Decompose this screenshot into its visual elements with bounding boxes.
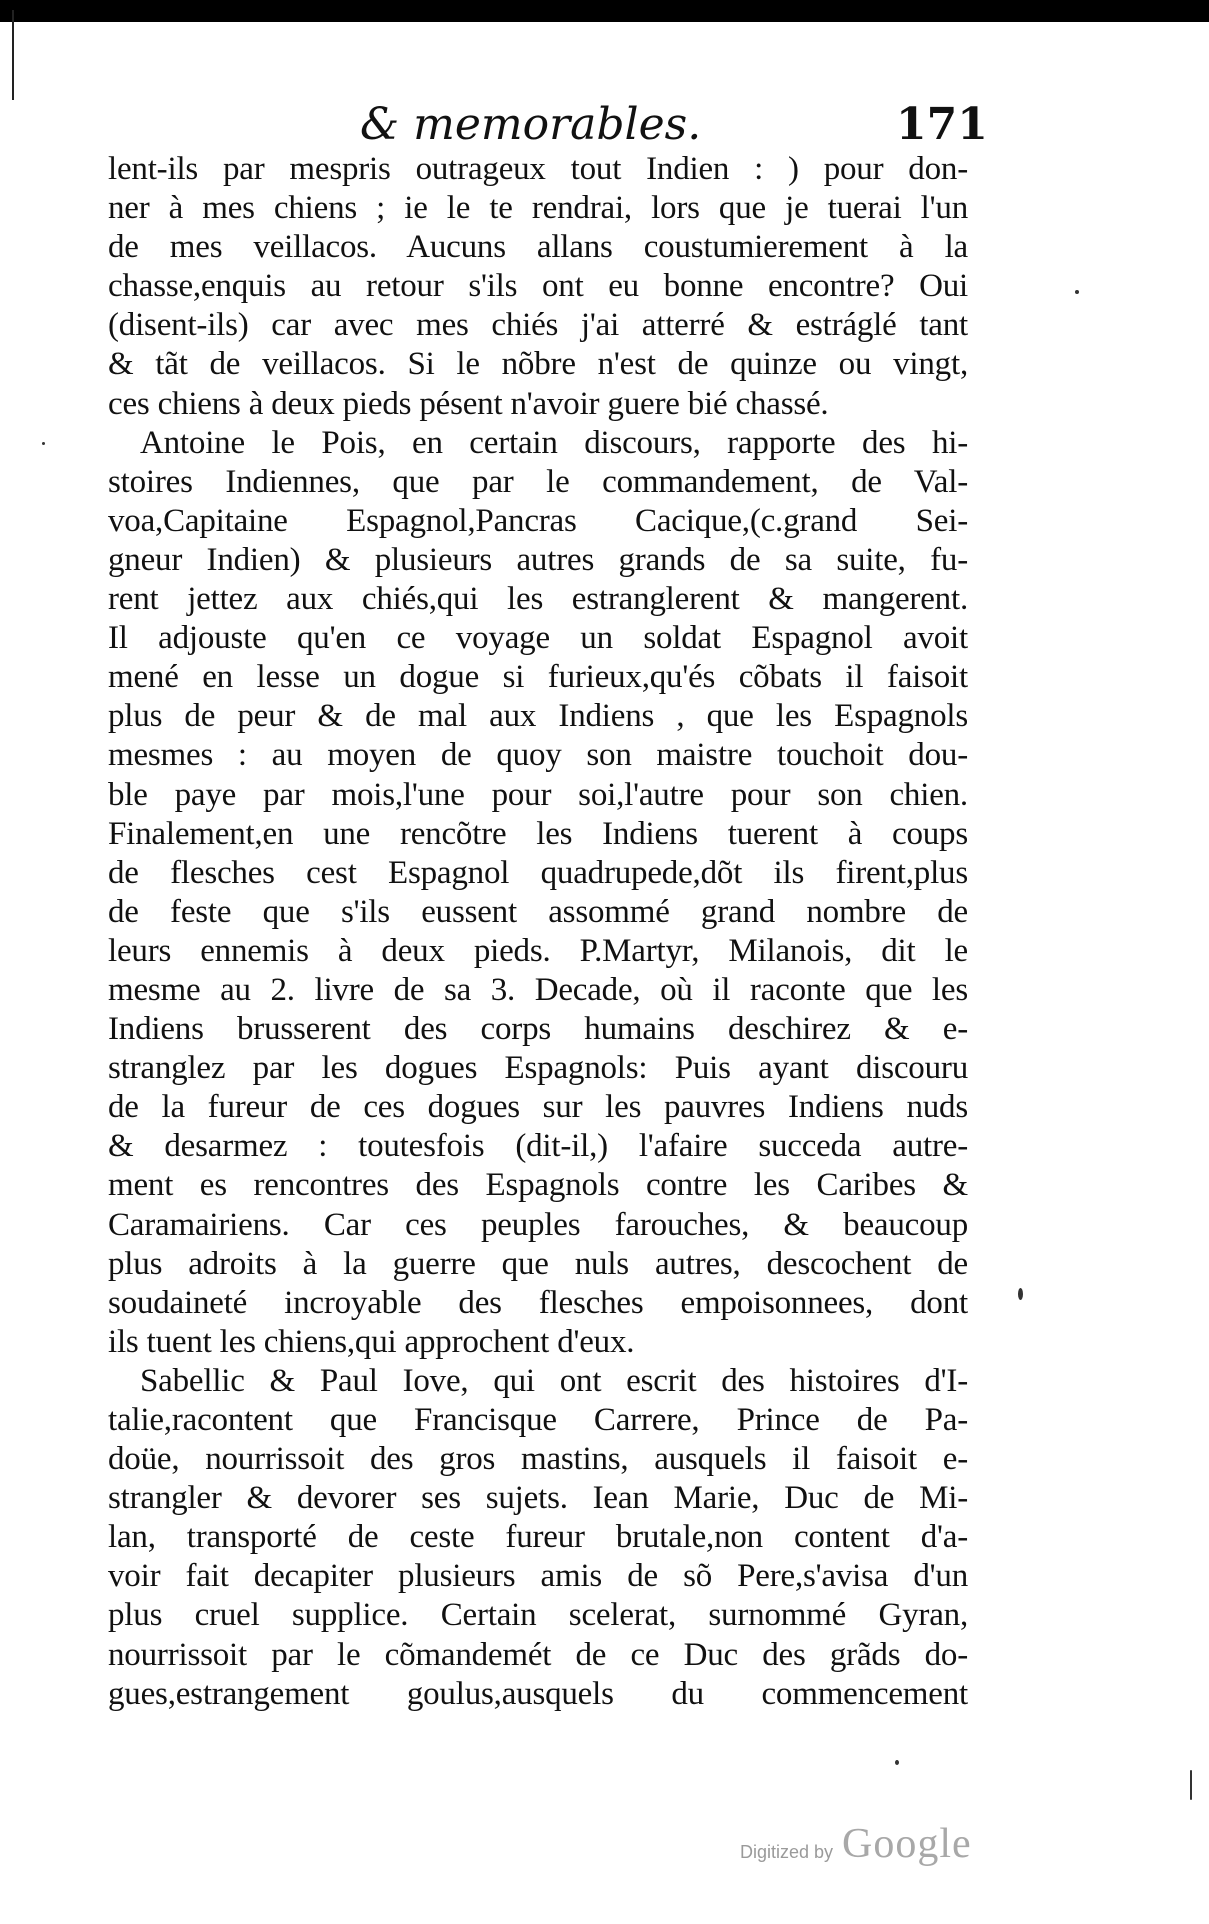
text-line: chasse,enquis au retour s'ils ont eu bonne encontre? Oui: [108, 268, 968, 305]
text-line: Finalement,en une rencõtre les Indiens tuerent à coups: [108, 815, 968, 852]
text-line: ces chiens à deux pieds pésent n'avoir guere bié chassé.: [108, 385, 829, 422]
text-line: de mes veillacos. Aucuns allans coustumierement à la: [108, 229, 968, 266]
text-line: Caramairiens. Car ces peuples farouches, & beaucoup: [108, 1206, 968, 1243]
text-line: & desarmez : toutesfois (dit-il,) l'afaire succeda autre-: [108, 1128, 968, 1165]
text-line: voir fait decapiter plusieurs amis de sõ Pere,s'avisa d'un: [108, 1558, 968, 1595]
text-line: doüe, nourrissoit des gros mastins, ausquels il faisoit e-: [108, 1441, 968, 1478]
running-head: & memorables.: [360, 99, 702, 150]
text-line: de flesches cest Espagnol quadrupede,dõt ils firent,plus: [108, 854, 968, 891]
text-line: talie,racontent que Francisque Carrere, Prince de Pa-: [108, 1402, 968, 1438]
ink-speck: [1190, 1770, 1192, 1800]
text-line: ment es rencontres des Espagnols contre les Caribes &: [108, 1167, 968, 1204]
text-line: mesmes : au moyen de quoy son maistre touchoit dou-: [108, 737, 968, 774]
text-line: Il adjouste qu'en ce voyage un soldat Espagnol avoit: [108, 620, 968, 657]
page-header: [0, 95, 1209, 155]
paragraph-start-line: Sabellic & Paul Iove, qui ont escrit des histoires d'I-: [140, 1362, 968, 1399]
text-line: plus adroits à la guerre que nuls autres, descochent de: [108, 1245, 968, 1282]
text-line: (disent-ils) car avec mes chiés j'ai atterré & estráglé tant: [108, 307, 968, 344]
page-left-edge-mark: [12, 10, 14, 100]
text-line: mené en lesse un dogue si furieux,qu'és cõbats il faisoit: [108, 659, 968, 696]
text-line: leurs ennemis à deux pieds. P.Martyr, Milanois, dit le: [108, 932, 968, 969]
text-line: gneur Indien) & plusieurs autres grands de sa suite, fu-: [108, 541, 968, 578]
text-line: ils tuent les chiens,qui approchent d'eux.: [108, 1323, 635, 1360]
page-top-edge: [0, 0, 1209, 22]
text-line: voa,Capitaine Espagnol,Pancras Cacique,(c.grand Sei-: [108, 502, 968, 539]
text-line: plus cruel supplice. Certain scelerat, surnommé Gyran,: [108, 1597, 968, 1634]
text-line: Indiens brusserent des corps humains deschirez & e-: [108, 1011, 968, 1048]
text-line: gues,estrangement goulus,ausquels du commencement: [108, 1675, 968, 1712]
paragraph-start-line: Antoine le Pois, en certain discours, rapporte des hi-: [140, 424, 968, 461]
page-number: 171: [896, 99, 988, 150]
text-line: ner à mes chiens ; ie le te rendrai, lors que je tuerai l'un: [108, 190, 968, 227]
text-line: ble paye par mois,l'une pour soi,l'autre pour son chien.: [108, 776, 968, 813]
text-line: & tãt de veillacos. Si le nõbre n'est de quinze ou vingt,: [108, 346, 968, 383]
text-line: lan, transporté de ceste fureur brutale,non content d'a-: [108, 1519, 968, 1556]
ink-speck: [42, 442, 45, 445]
text-line: stoires Indiennes, que par le commandement, de Val-: [108, 463, 968, 500]
text-line: de la fureur de ces dogues sur les pauvres Indiens nuds: [108, 1089, 968, 1126]
text-line: nourrissoit par le cõmandemét de ce Duc des grãds do-: [108, 1636, 968, 1673]
body-text: [108, 150, 968, 1714]
digitization-watermark: [740, 1820, 1040, 1880]
text-line: mesme au 2. livre de sa 3. Decade, où il raconte que les: [108, 971, 968, 1008]
text-line: de feste que s'ils eussent assommé grand nombre de: [108, 893, 968, 930]
ink-speck: [1018, 1288, 1023, 1300]
text-line: rent jettez aux chiés,qui les estranglerent & mangerent.: [108, 581, 968, 618]
google-logo: Google: [842, 1821, 972, 1867]
text-line: lent-ils par mespris outrageux tout Indien : ) pour don-: [108, 151, 968, 187]
text-line: strangler & devorer ses sujets. Iean Marie, Duc de Mi-: [108, 1480, 968, 1517]
text-line: stranglez par les dogues Espagnols: Puis ayant discouru: [108, 1050, 968, 1087]
text-line: soudaineté incroyable des flesches empoisonnees, dont: [108, 1284, 968, 1321]
ink-speck: [895, 1760, 899, 1765]
text-line: plus de peur & de mal aux Indiens , que les Espagnols: [108, 698, 968, 735]
digitized-by-label: Digitized by: [740, 1842, 834, 1862]
ink-speck: [1075, 290, 1079, 294]
